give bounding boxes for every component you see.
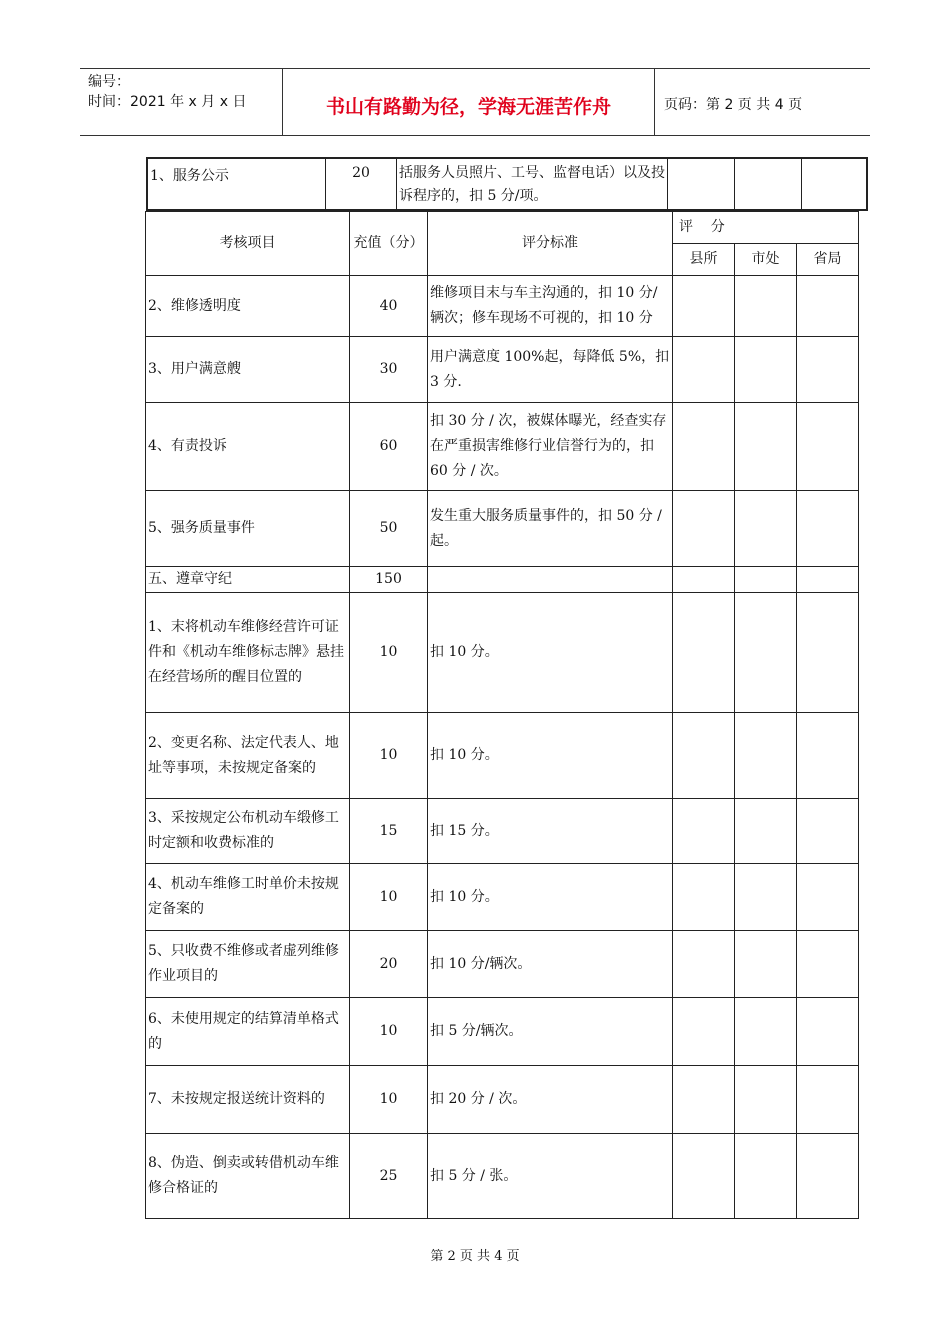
row-city-score: [735, 1134, 797, 1219]
row-item: 4、机动车维修工时单价未按规定备案的: [146, 864, 350, 931]
continued-row-score: 20: [326, 159, 397, 209]
row-province-score: [797, 1066, 859, 1134]
header-motto: 书山有路勤为径，学海无涯苦作舟: [325, 95, 611, 118]
row-score: 20: [350, 931, 428, 998]
row-criteria: 发生重大服务质量事件的，扣 50 分 / 起。: [428, 491, 673, 567]
table-row: [146, 567, 859, 593]
header-county: 县所: [673, 244, 735, 276]
row-province-score: [797, 403, 859, 491]
row-item: 8、伪造、倒卖或转借机动车维修合格证的: [146, 1134, 350, 1219]
row-score: 15: [350, 799, 428, 864]
header-page-indicator: 页码：第 2 页 共 4 页: [664, 97, 803, 113]
row-province-score: [797, 1134, 859, 1219]
continued-row-item: 1、服务公示: [148, 159, 326, 209]
row-province-score: [797, 799, 859, 864]
row-county-score: [673, 567, 735, 593]
row-county-score: [673, 799, 735, 864]
row-county-score: [673, 998, 735, 1066]
row-item: 5、只收费不维修或者虚列维修作业项目的: [146, 931, 350, 998]
row-province-score: [797, 864, 859, 931]
table-row: [146, 337, 859, 403]
row-county-score: [673, 864, 735, 931]
row-province-score: [797, 593, 859, 713]
row-score: 10: [350, 713, 428, 799]
row-score: 10: [350, 864, 428, 931]
row-province-score: [797, 931, 859, 998]
row-county-score: [673, 491, 735, 567]
row-criteria: 扣 10 分。: [428, 864, 673, 931]
row-city-score: [735, 799, 797, 864]
table-row: [146, 276, 859, 337]
table-row: [146, 931, 859, 998]
table-row: [146, 403, 859, 491]
table-row: [146, 491, 859, 567]
row-city-score: [735, 864, 797, 931]
row-city-score: [735, 491, 797, 567]
row-criteria: 用户满意度 100%起，每降低 5%，扣 3 分.: [428, 337, 673, 403]
row-score: 25: [350, 1134, 428, 1219]
row-criteria: 扣 10 分。: [428, 593, 673, 713]
row-item: 4、有责投诉: [146, 403, 350, 491]
continued-row-city-score: [735, 159, 802, 209]
row-city-score: [735, 713, 797, 799]
row-item: 五、遵章守纪: [146, 567, 350, 593]
row-score: 40: [350, 276, 428, 337]
table-row: [146, 1066, 859, 1134]
row-county-score: [673, 1066, 735, 1134]
row-item: 7、未按规定报送统计资料的: [146, 1066, 350, 1134]
row-city-score: [735, 403, 797, 491]
table-row: [146, 864, 859, 931]
row-county-score: [673, 276, 735, 337]
row-province-score: [797, 491, 859, 567]
row-city-score: [735, 998, 797, 1066]
table-row: [146, 1134, 859, 1219]
row-item: 1、末将机动车维修经营许可证件和《机动车维修标志牌》悬挂在经营场所的醒目位置的: [146, 593, 350, 713]
continued-row-criteria: 括服务人员照片、工号、监督电话）以及投诉程序的，扣 5 分/项。: [397, 159, 668, 209]
table-row: [146, 998, 859, 1066]
table-row: [146, 593, 859, 713]
row-county-score: [673, 1134, 735, 1219]
table-header-row: [146, 212, 859, 244]
row-city-score: [735, 593, 797, 713]
row-score: 10: [350, 1066, 428, 1134]
row-score: 150: [350, 567, 428, 593]
assessment-table: [145, 211, 859, 1219]
row-score: 50: [350, 491, 428, 567]
row-criteria: 扣 10 分。: [428, 713, 673, 799]
row-criteria: 维修项目末与车主沟通的，扣 10 分/辆次；修车现场不可视的，扣 10 分: [428, 276, 673, 337]
row-score: 30: [350, 337, 428, 403]
row-city-score: [735, 337, 797, 403]
row-province-score: [797, 276, 859, 337]
row-province-score: [797, 713, 859, 799]
header-item: 考核项目: [146, 212, 350, 276]
row-item: 3、用户满意艘: [146, 337, 350, 403]
row-city-score: [735, 1066, 797, 1134]
row-item: 2、变更名称、法定代表人、地址等事项，未按规定备案的: [146, 713, 350, 799]
header-score: 充值（分）: [350, 212, 428, 276]
row-city-score: [735, 276, 797, 337]
continued-row: [146, 157, 868, 211]
document-header: [80, 68, 870, 136]
row-province-score: [797, 567, 859, 593]
row-criteria: 扣 10 分/辆次。: [428, 931, 673, 998]
row-criteria: 扣 15 分。: [428, 799, 673, 864]
row-county-score: [673, 713, 735, 799]
header-province: 省局: [797, 244, 859, 276]
header-divider: [654, 69, 655, 135]
row-county-score: [673, 403, 735, 491]
row-score: 10: [350, 593, 428, 713]
row-criteria: 扣 5 分/辆次。: [428, 998, 673, 1066]
row-criteria: [428, 567, 673, 593]
document-date-label: 时间：2021 年 x 月 x 日: [88, 94, 247, 110]
row-county-score: [673, 931, 735, 998]
row-county-score: [673, 337, 735, 403]
row-item: 5、强务质量事件: [146, 491, 350, 567]
row-city-score: [735, 567, 797, 593]
row-score: 10: [350, 998, 428, 1066]
row-county-score: [673, 593, 735, 713]
continued-row-county-score: [668, 159, 735, 209]
page-footer: 第 2 页 共 4 页: [430, 1249, 520, 1264]
continued-row-province-score: [802, 159, 866, 209]
row-province-score: [797, 337, 859, 403]
header-city: 市处: [735, 244, 797, 276]
row-criteria: 扣 5 分 / 张。: [428, 1134, 673, 1219]
row-score: 60: [350, 403, 428, 491]
row-item: 2、维修透明度: [146, 276, 350, 337]
document-number-label: 编号：: [88, 74, 130, 90]
row-item: 6、未使用规定的结算清单格式的: [146, 998, 350, 1066]
row-item: 3、采按规定公布机动车缎修工时定额和收费标准的: [146, 799, 350, 864]
row-criteria: 扣 30 分 / 次，被媒体曝光，经查实存在严重损害维修行业信誉行为的，扣 60 分 / 次。: [428, 403, 673, 491]
table-row: [146, 713, 859, 799]
header-meta: [80, 69, 282, 135]
header-criteria: 评分标准: [428, 212, 673, 276]
table-row: [146, 799, 859, 864]
row-city-score: [735, 931, 797, 998]
row-province-score: [797, 998, 859, 1066]
row-criteria: 扣 20 分 / 次。: [428, 1066, 673, 1134]
header-evaluation: 评 分: [673, 212, 859, 244]
